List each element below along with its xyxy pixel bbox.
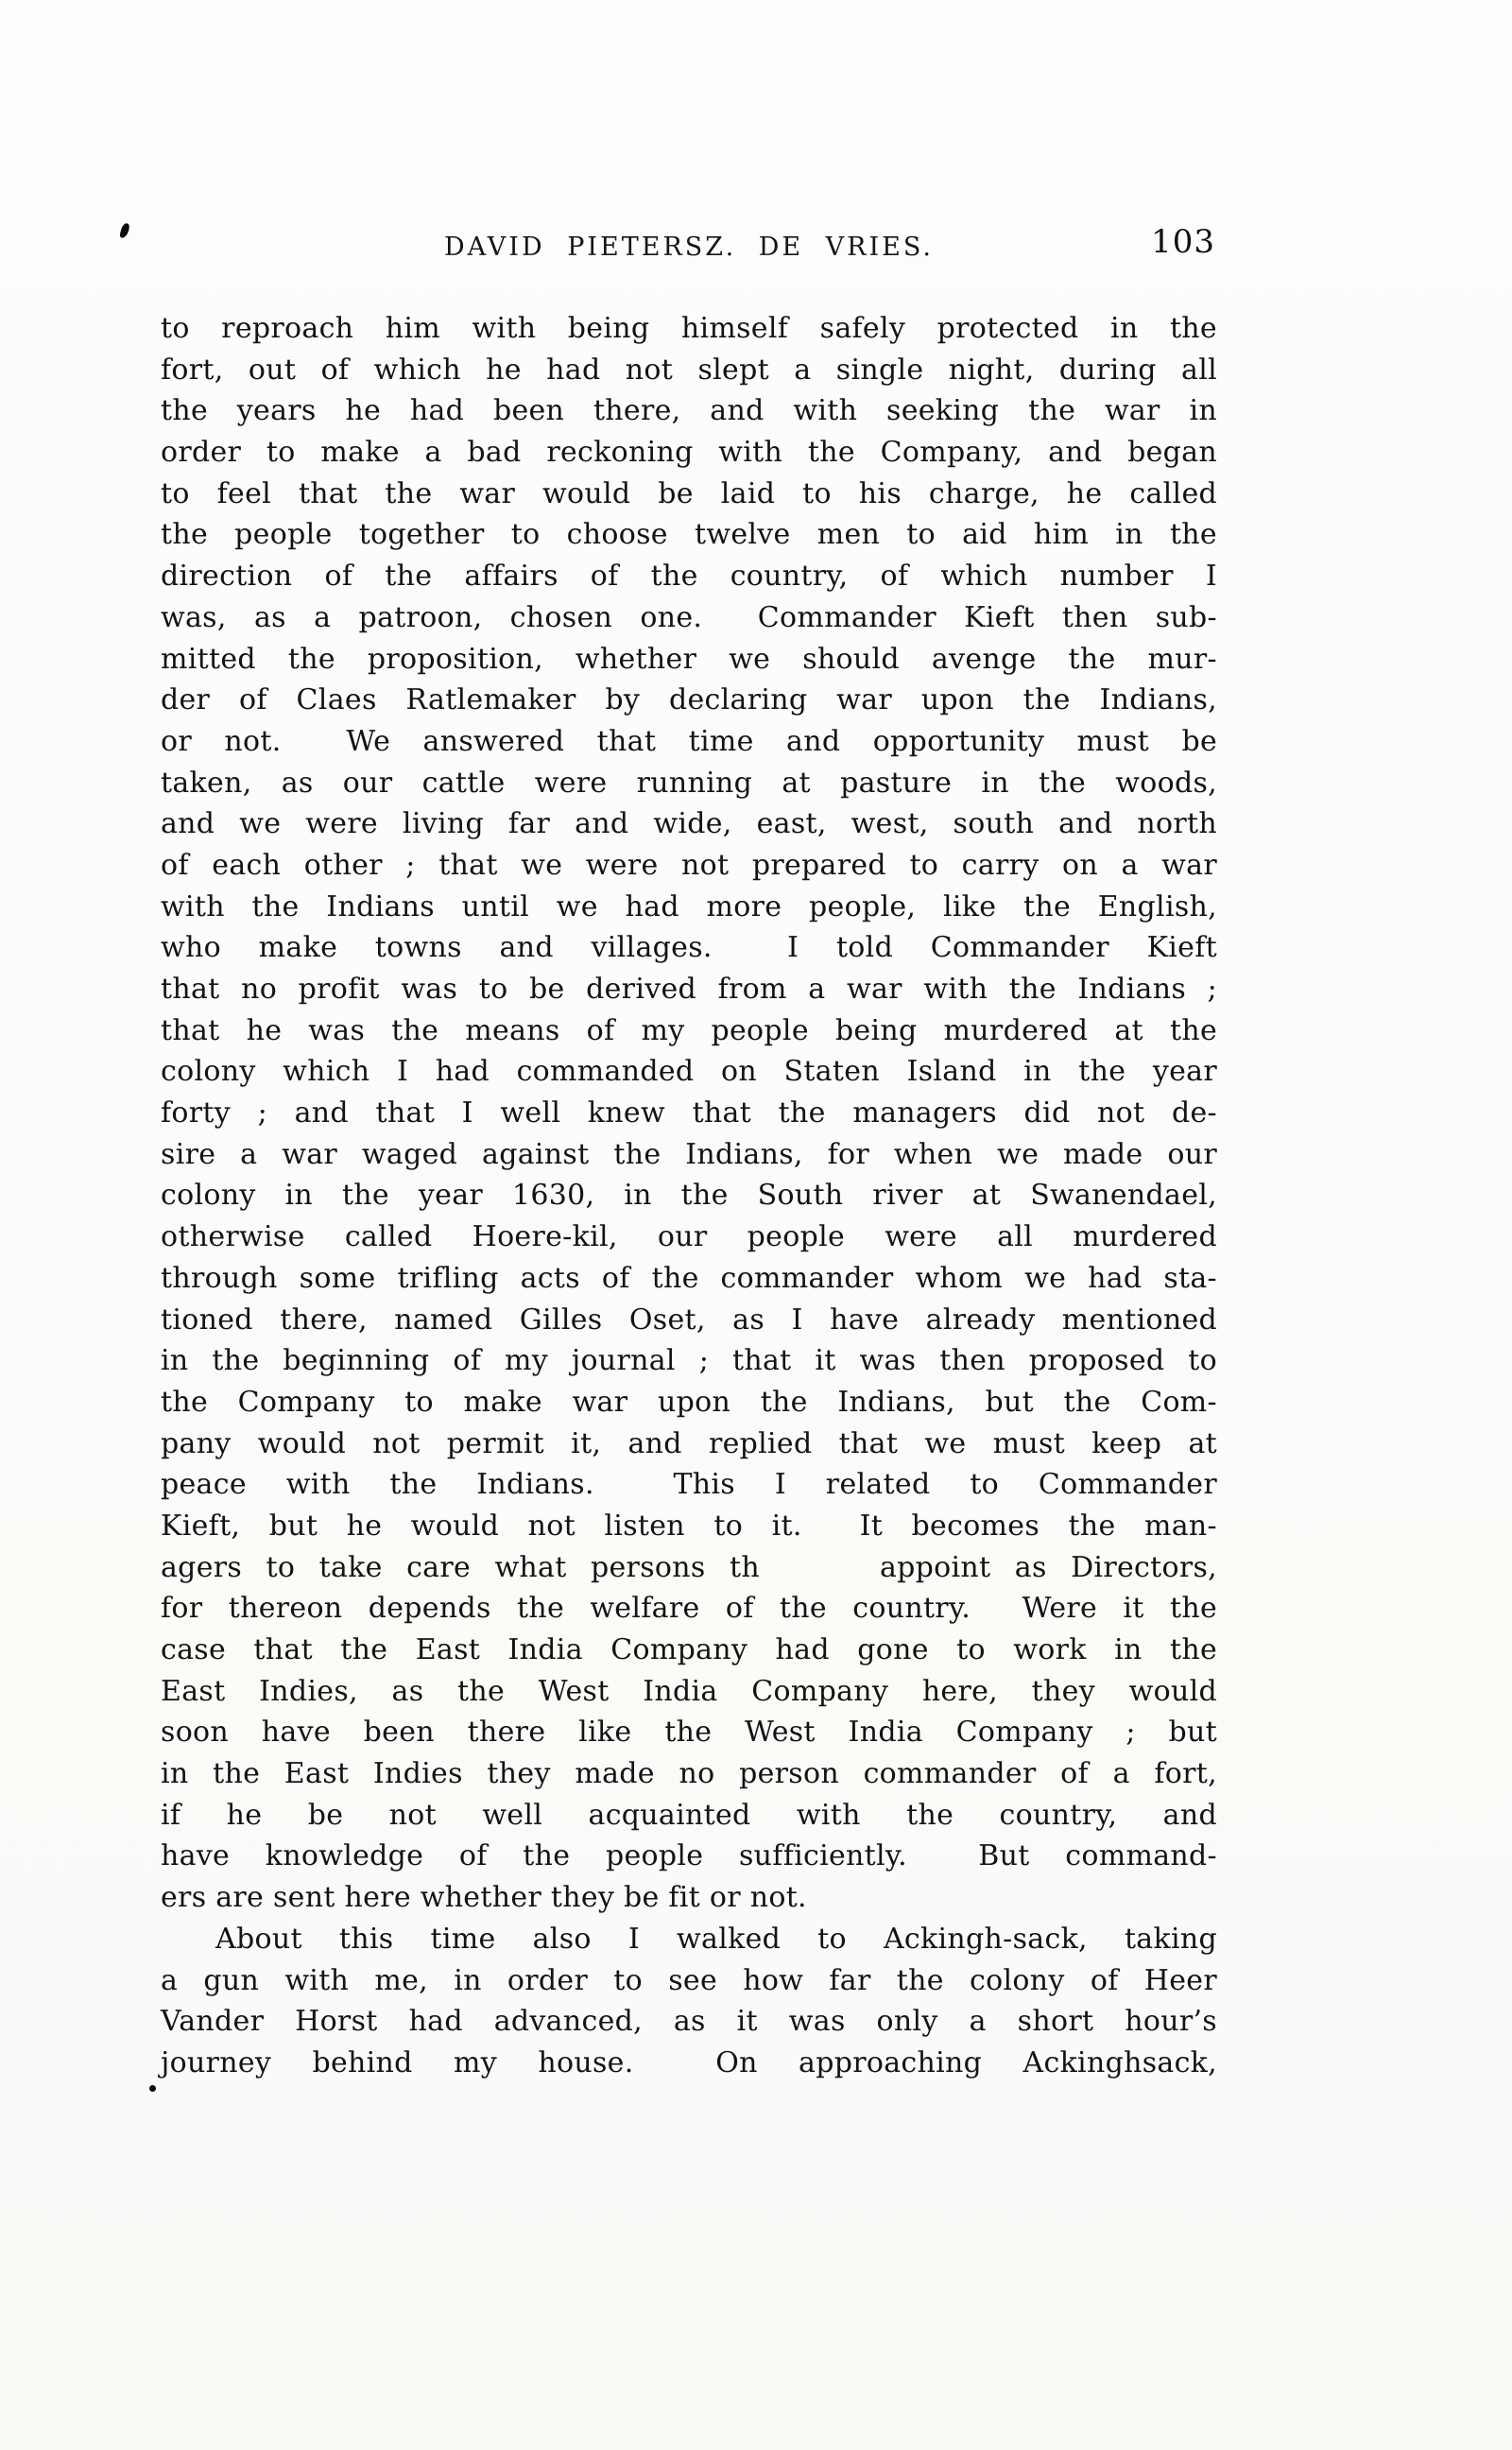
text-line: colony in the year 1630, in the South river at Swanendael,	[161, 1179, 1217, 1213]
text-line: to feel that the war would be laid to his charge, he called	[161, 476, 1217, 510]
text-line: East Indies, as the West India Company here, they would	[161, 1674, 1217, 1708]
text-line: who make towns and villages. I told Commander Kieft	[161, 931, 1217, 965]
text-line: Vander Horst had advanced, as it was only a short hour’s	[161, 2005, 1217, 2039]
text-line: soon have been there like the West India Company ; but	[161, 1716, 1217, 1750]
text-line: for thereon depends the welfare of the country. Were it the	[161, 1592, 1217, 1626]
text-line: or not. We answered that time and opportunity must be	[161, 724, 1217, 758]
text-line: in the East Indies they made no person commander of a fort,	[161, 1757, 1217, 1791]
text-line: through some trifling acts of the commander whom we had sta-	[161, 1261, 1217, 1295]
text-line: order to make a bad reckoning with the Company, and began	[161, 436, 1217, 470]
text-line: pany would not permit it, and replied that we must keep at	[161, 1426, 1217, 1460]
text-line: taken, as our cattle were running at pasture in the woods,	[161, 766, 1217, 800]
text-line: forty ; and that I well knew that the managers did not de-	[161, 1096, 1217, 1130]
text-line: ers are sent here whether they be fit or not.	[161, 1881, 807, 1915]
text-line: that no profit was to be derived from a war with the Indians ;	[161, 973, 1217, 1006]
text-line: case that the East India Company had gone to work in the	[161, 1633, 1217, 1666]
page-header	[161, 223, 1217, 268]
text-line: der of Claes Ratlemaker by declaring war upon the Indians,	[161, 683, 1217, 717]
text-line: tioned there, named Gilles Oset, as I have already mentioned	[161, 1303, 1217, 1337]
text-line: and we were living far and wide, east, west, south and north	[161, 807, 1217, 841]
text-line: the years he had been there, and with seeking the war in	[161, 394, 1217, 428]
text-line: if he be not well acquainted with the country, and	[161, 1798, 1217, 1832]
text-line: otherwise called Hoere-kil, our people were all murdered	[161, 1220, 1217, 1254]
text-line: fort, out of which he had not slept a single night, during all	[161, 353, 1217, 387]
text-line: colony which I had commanded on Staten Island in the year	[161, 1055, 1217, 1089]
ink-speck-icon	[119, 222, 130, 238]
text-line: About this time also I walked to Ackingh-sack, taking	[215, 1922, 1217, 1956]
body-text	[161, 308, 1217, 2084]
text-line: journey behind my house. On approaching Ackinghsack,	[161, 2045, 1217, 2079]
text-line: the Company to make war upon the Indians, but the Com-	[161, 1385, 1217, 1419]
text-line: that he was the means of my people being murdered at the	[161, 1013, 1217, 1047]
text-line: peace with the Indians. This I related to Commander	[161, 1468, 1217, 1502]
text-line: was, as a patroon, chosen one. Commander Kieft then sub-	[161, 600, 1217, 634]
text-line: in the beginning of my journal ; that it was then proposed to	[161, 1344, 1217, 1378]
text-line: the people together to choose twelve men to aid him in the	[161, 518, 1217, 552]
text-line: to reproach him with being himself safely protected in the	[161, 312, 1217, 345]
page-number: 103	[1151, 223, 1215, 261]
ink-dot-icon	[149, 2085, 156, 2092]
text-line: mitted the proposition, whether we should avenge the mur-	[161, 642, 1217, 676]
running-title: DAVID PIETERSZ. DE VRIES.	[444, 233, 934, 262]
text-line: of each other ; that we were not prepared to carry on a war	[161, 848, 1217, 882]
text-line: sire a war waged against the Indians, for when we made our	[161, 1137, 1217, 1171]
text-line: direction of the affairs of the country, of which number I	[161, 560, 1217, 594]
text-line: a gun with me, in order to see how far the colony of Heer	[161, 1963, 1217, 1997]
text-line: have knowledge of the people sufficiently. But command-	[161, 1839, 1217, 1873]
text-line: with the Indians until we had more people, like the English,	[161, 889, 1217, 923]
text-line: Kieft, but he would not listen to it. It becomes the man-	[161, 1509, 1217, 1543]
text-line: agers to take care what persons th appoint as Directors,	[161, 1550, 1217, 1584]
